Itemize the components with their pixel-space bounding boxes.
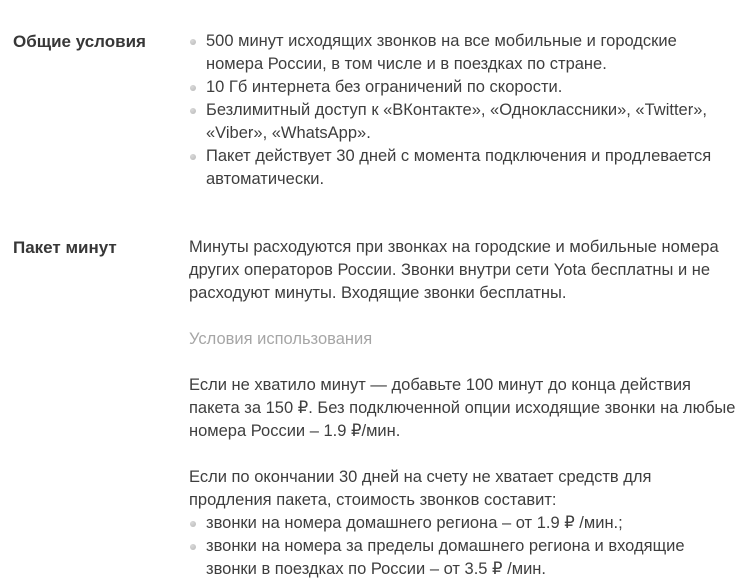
renewal-cost-intro-paragraph: Если по окончании 30 дней на счету не хватает средств для продления пакета, стоимость звонков составит: [189,468,652,509]
list-item [189,99,738,145]
list-item-text: 500 минут исходящих звонков на все мобильные и городские номера России, в том числе и в поездках по стране. [206,32,677,73]
bullet-dot-icon [190,544,196,550]
bullet-dot-icon [190,521,196,527]
general-conditions-content [189,30,738,191]
minutes-usage-paragraph: Минуты расходуются при звонках на городские и мобильные номера других операторов России. Звонки внутри сети Yota бесплатны и не расходуют минуты. Входящие звонки бесплатны. [189,238,719,302]
section-label-minutes-package: Пакет минут [13,238,117,257]
list-item-text: звонки на номера за пределы домашнего региона и входящие звонки в поездках по России – от 3.5 ₽ /мин. [206,537,685,578]
section-label-general-conditions: Общие условия [13,32,146,51]
section-minutes-package [13,236,738,581]
list-item-text: Безлимитный доступ к «ВКонтакте», «Одноклассники», «Twitter», «Viber», «WhatsApp». [206,101,707,142]
minutes-package-content [189,236,738,581]
add-minutes-paragraph: Если не хватило минут — добавьте 100 минут до конца действия пакета за 150 ₽. Без подключенной опции исходящие звонки на любые номера России – 1.9 ₽/мин. [189,376,736,440]
bullet-dot-icon [190,154,196,160]
usage-terms-subheading: Условия использования [189,330,373,348]
list-item [189,535,738,581]
call-cost-list [189,512,738,581]
bullet-dot-icon [190,39,196,45]
list-item [189,512,738,535]
list-item-text: Пакет действует 30 дней с момента подключения и продлевается автоматически. [206,147,712,188]
bullet-dot-icon [190,85,196,91]
general-conditions-list [189,30,738,191]
list-item-text: звонки на номера домашнего региона – от 1.9 ₽ /мин.; [206,514,623,532]
list-item [189,30,738,76]
list-item [189,76,738,99]
list-item [189,145,738,191]
bullet-dot-icon [190,108,196,114]
section-general-conditions [13,30,738,191]
list-item-text: 10 Гб интернета без ограничений по скорости. [206,78,563,96]
